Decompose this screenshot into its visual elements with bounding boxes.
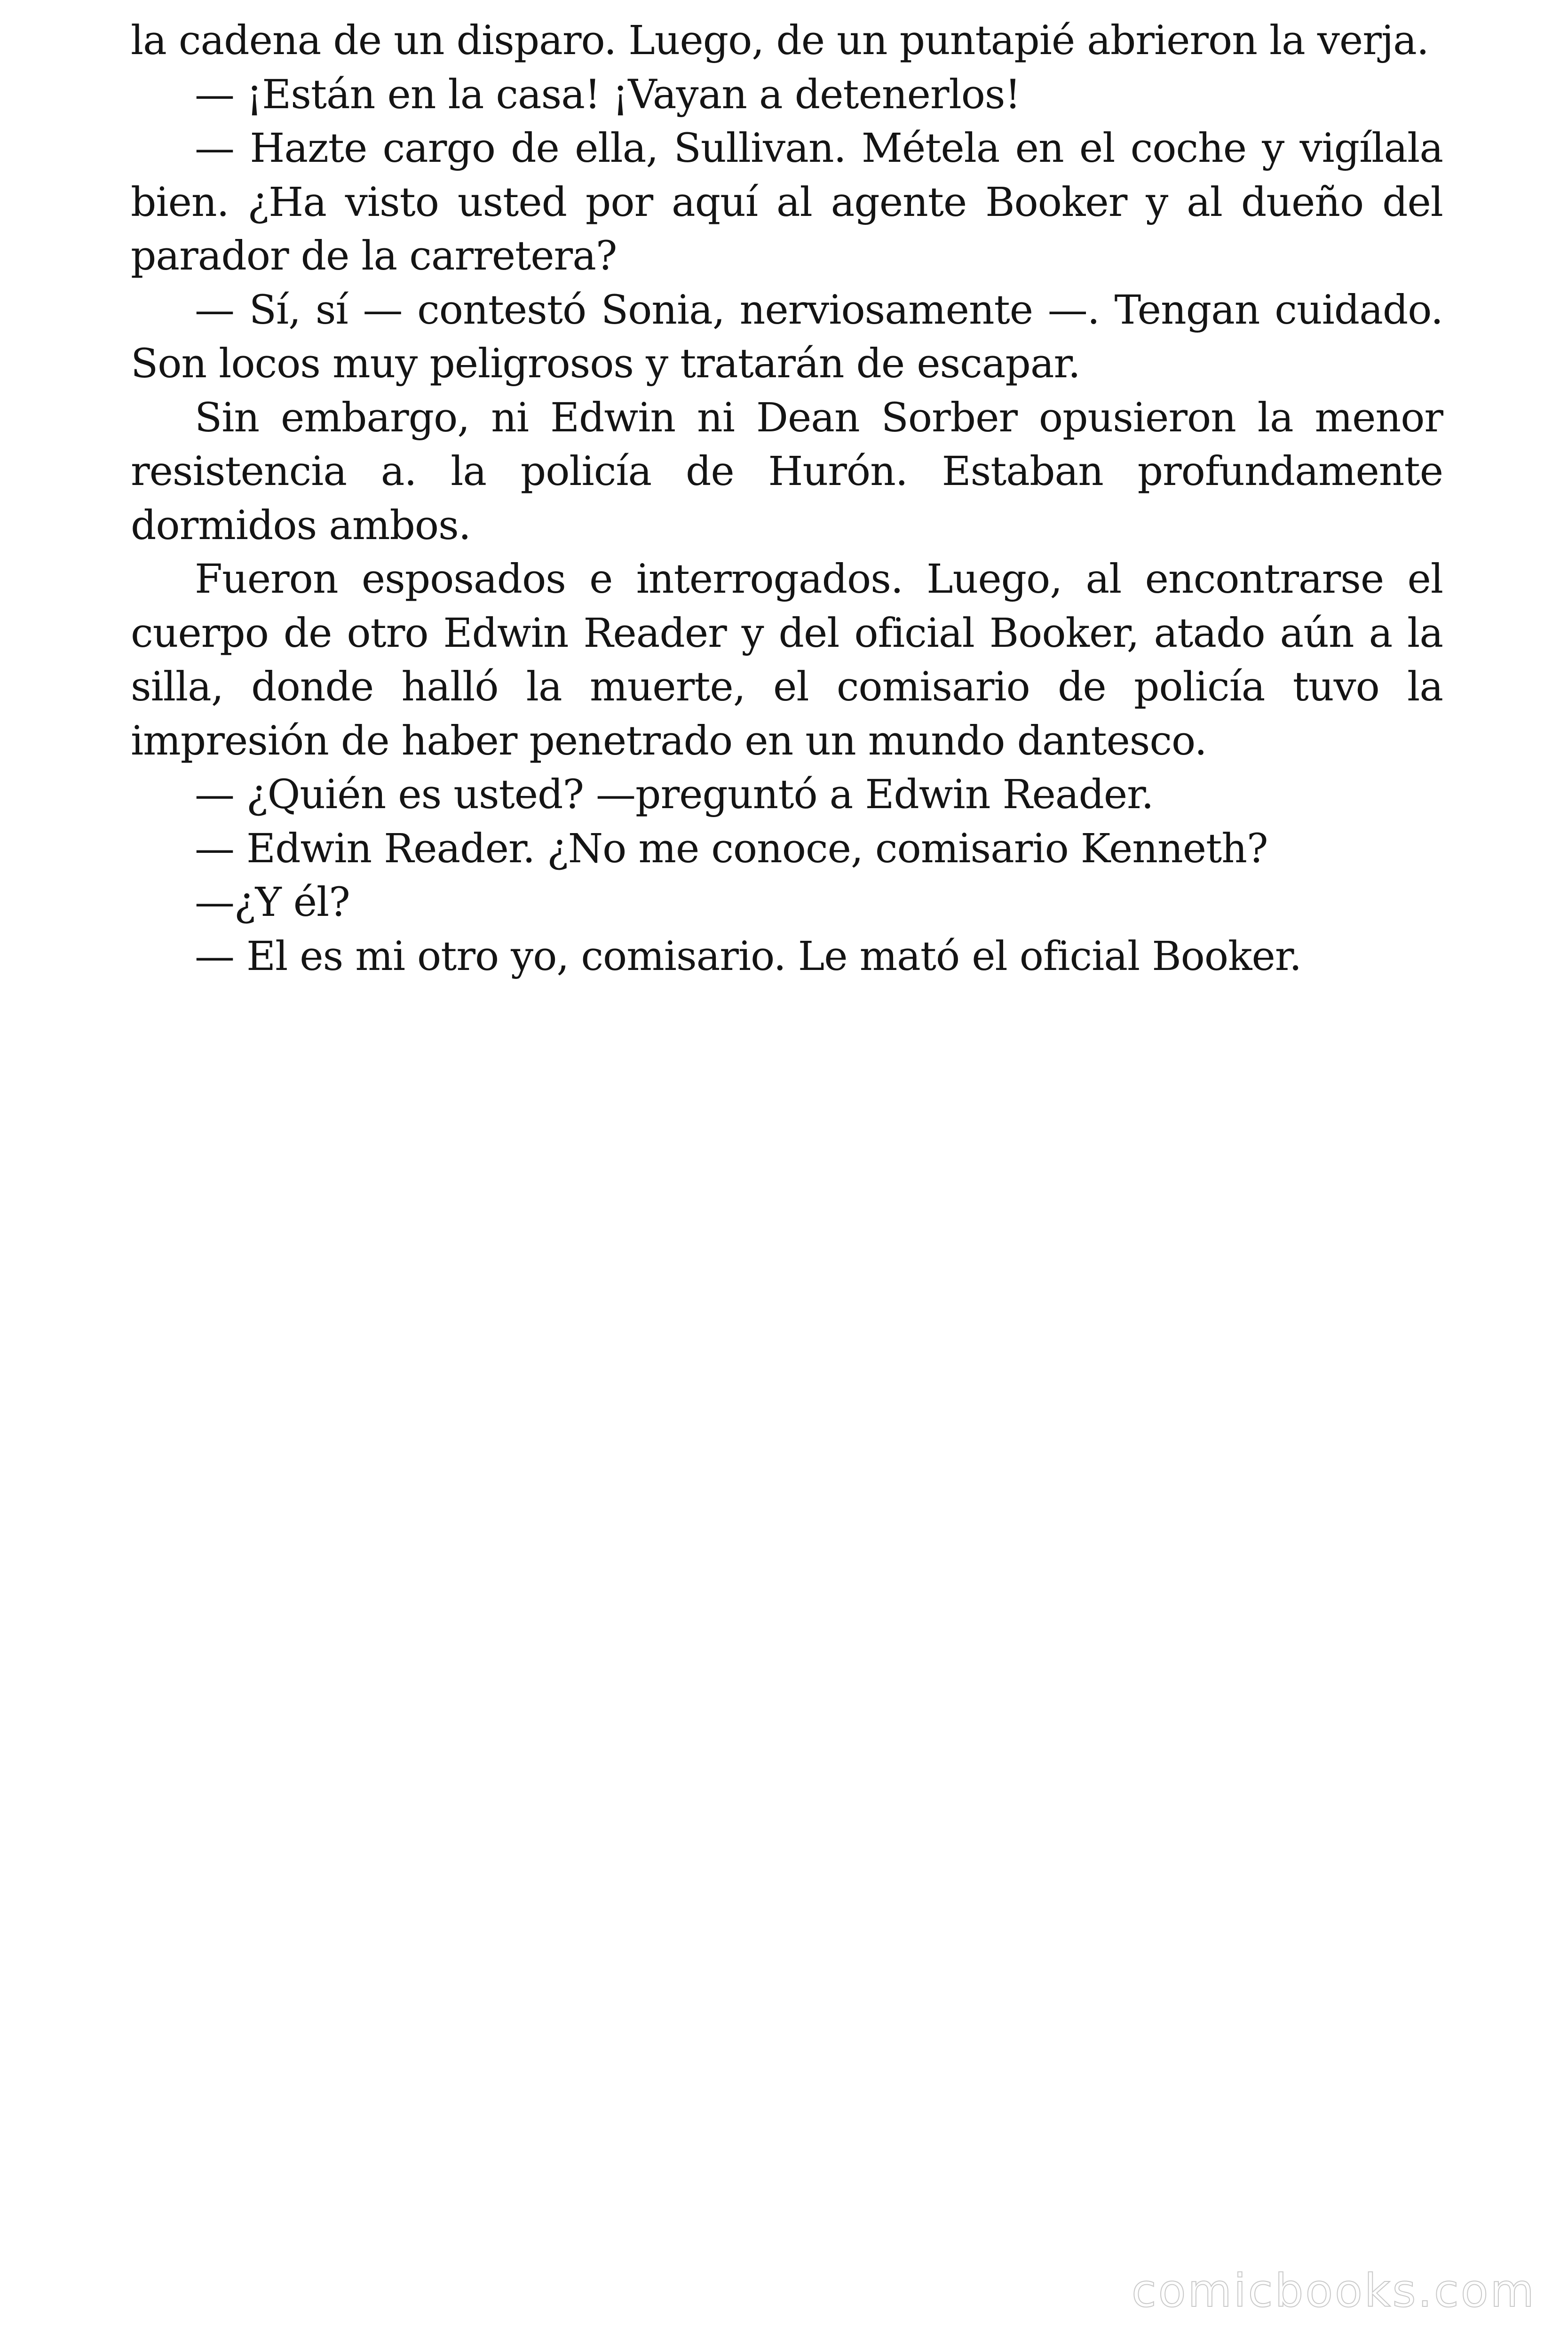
page-text bbox=[131, 14, 1443, 984]
paragraph-dialogue: — ¡Están en la casa! ¡Vayan a detenerlos! bbox=[195, 71, 1021, 118]
paragraph-narration: Sin embargo, ni Edwin ni Dean Sorber opusieron la menor resistencia a. la policía de Hurón. Estaban profundamente dormidos ambos. bbox=[131, 394, 1443, 549]
paragraph-dialogue: — Hazte cargo de ella, Sullivan. Métela en el coche y vigílala bien. ¿Ha visto usted por aquí al agente Booker y al dueño del parador de la carretera? bbox=[131, 125, 1443, 279]
paragraph-dialogue: — Sí, sí — contestó Sonia, nerviosamente —. Tengan cuidado. Son locos muy peligrosos y tratarán de escapar. bbox=[131, 286, 1443, 387]
paragraph-dialogue: — ¿Quién es usted? —preguntó a Edwin Reader. bbox=[195, 771, 1154, 818]
watermark: comicbooks.com bbox=[1131, 2265, 1536, 2317]
paragraph-continuation: la cadena de un disparo. Luego, de un puntapié abrieron la verja. bbox=[131, 17, 1429, 64]
paragraph-dialogue: —¿Y él? bbox=[195, 879, 350, 926]
paragraph-dialogue: — El es mi otro yo, comisario. Le mató el oficial Booker. bbox=[195, 933, 1302, 980]
paragraph-narration: Fueron esposados e interrogados. Luego, al encontrarse el cuerpo de otro Edwin Reader y del oficial Booker, atado aún a la silla, donde halló la muerte, el comisario de policía tuvo la impresión de haber penetrado en un mundo dantesco. bbox=[131, 556, 1443, 764]
paragraph-dialogue: — Edwin Reader. ¿No me conoce, comisario Kenneth? bbox=[195, 825, 1268, 872]
